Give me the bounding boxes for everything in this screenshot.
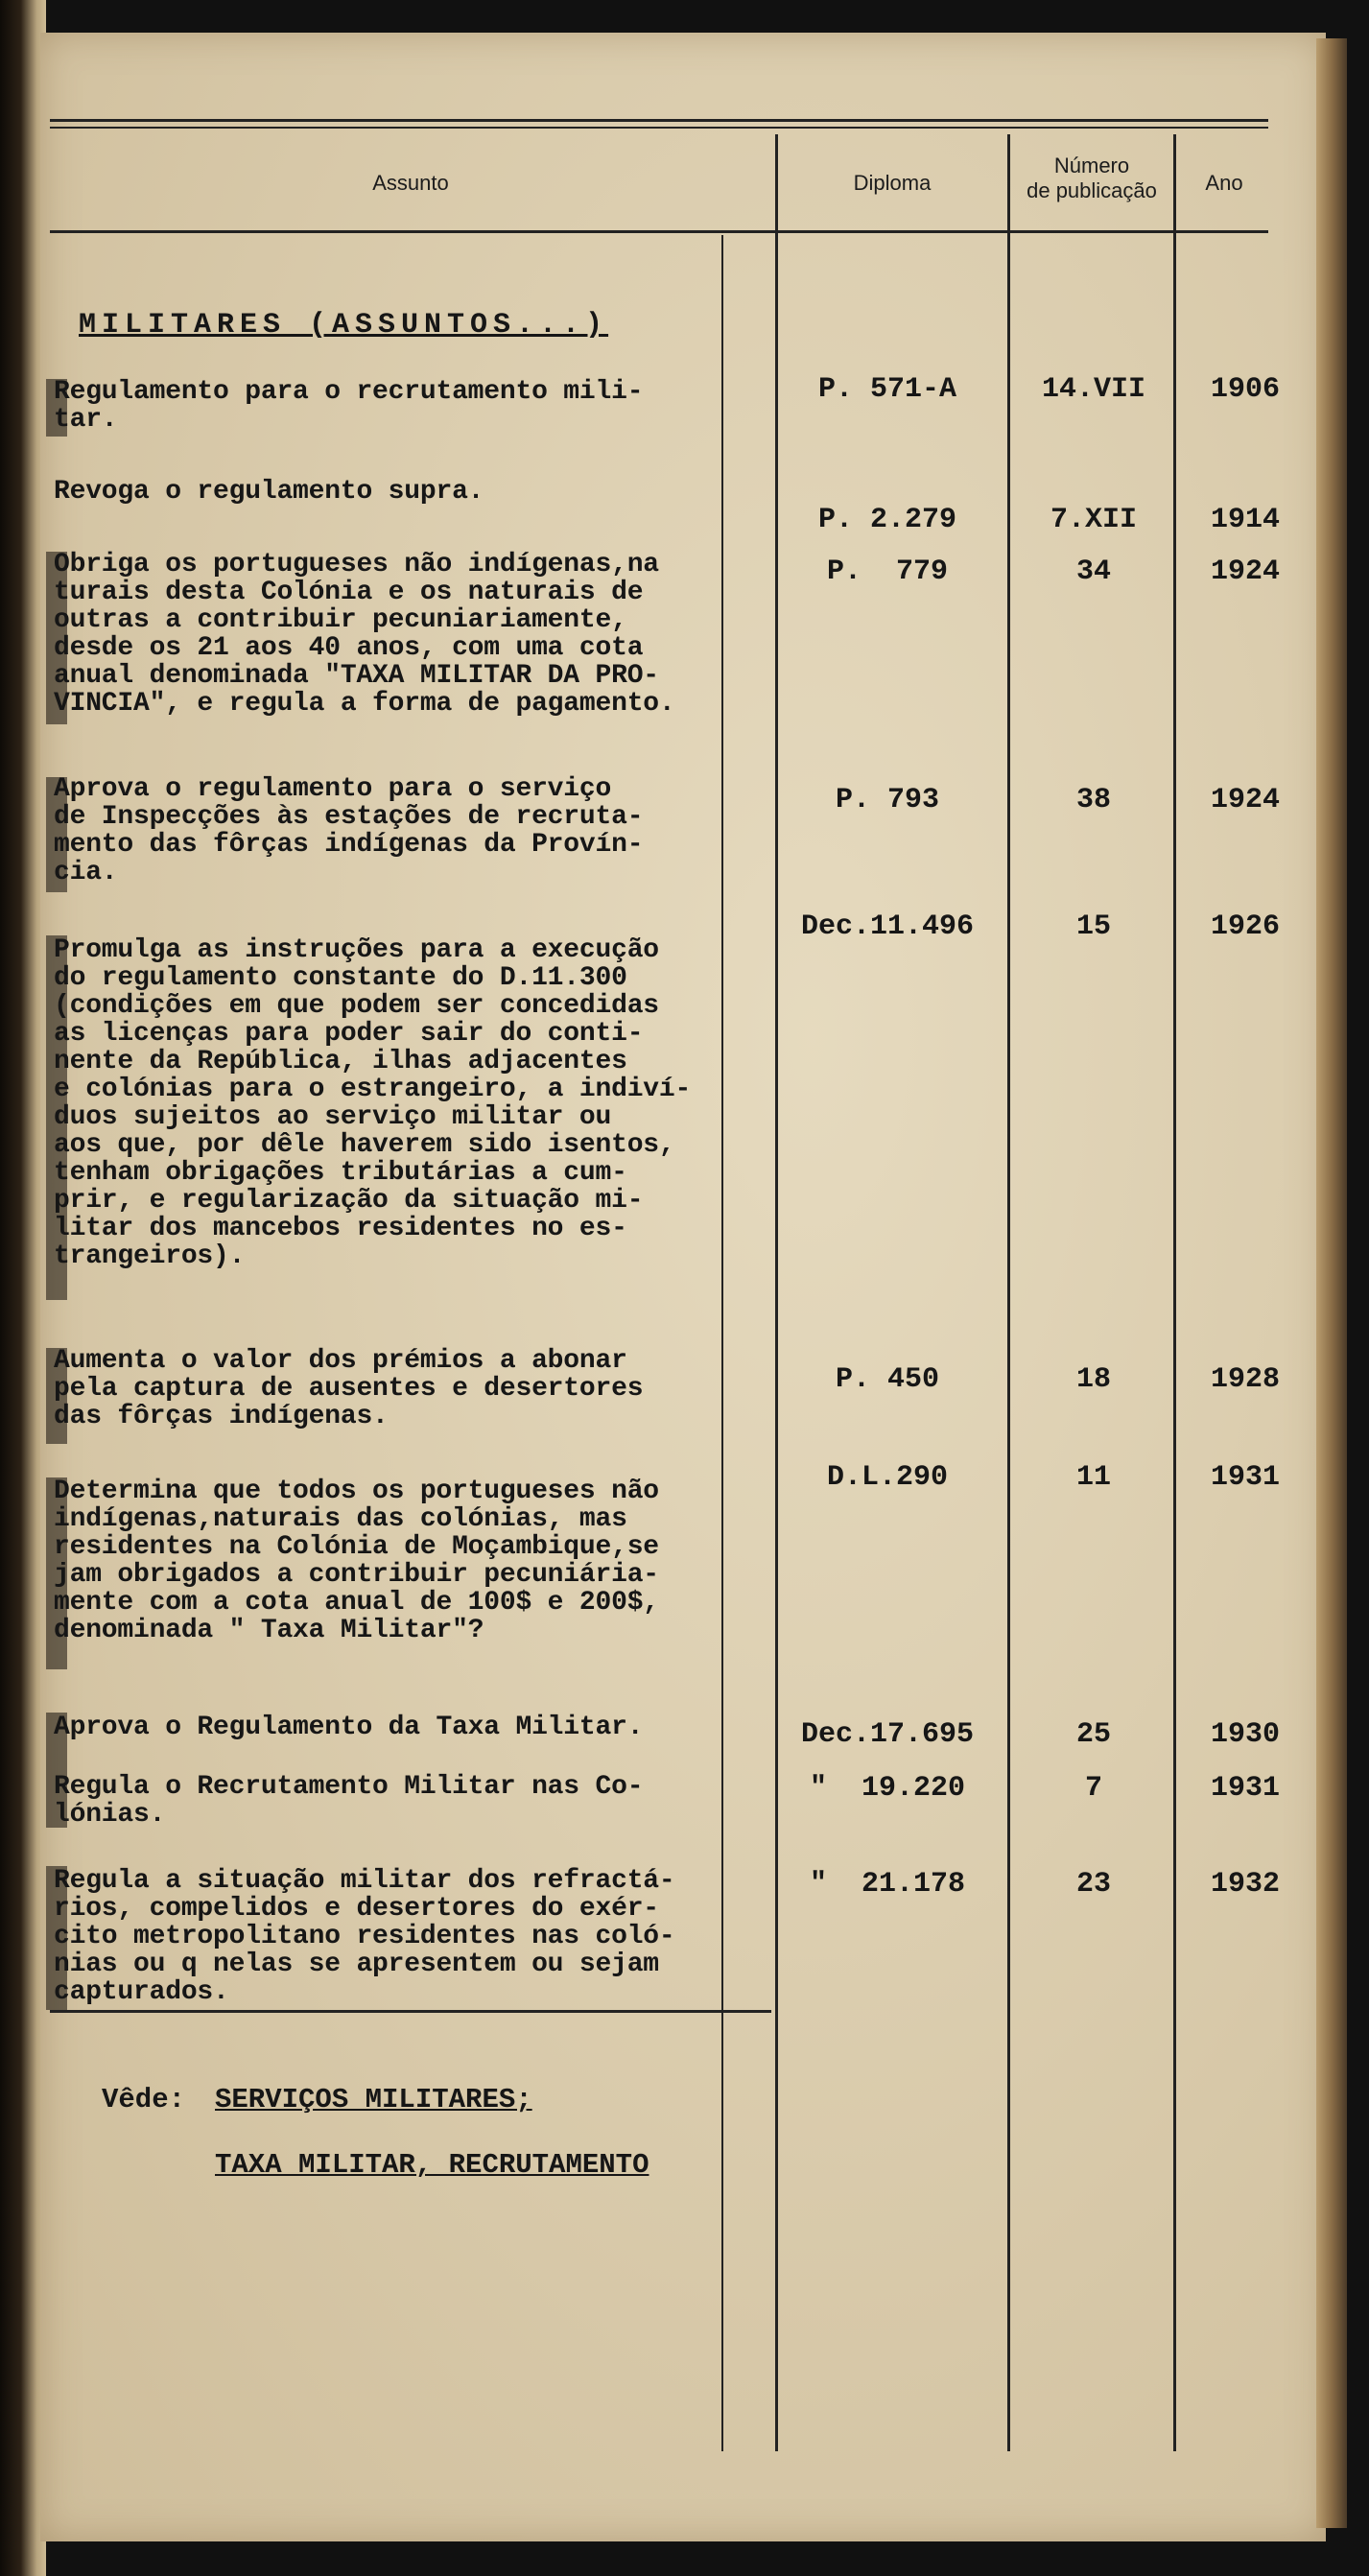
header-numero <box>1010 154 1173 203</box>
entry-numero: 25 <box>1075 1718 1111 1751</box>
entry-numero: 7.XII <box>1050 504 1137 536</box>
header-numero-line1: Número <box>1053 154 1130 177</box>
entry-diploma: " 21.178 <box>809 1868 966 1901</box>
column-divider-numero <box>1007 134 1010 2451</box>
header-assunto: Assunto <box>372 171 449 195</box>
entry-numero: 14.VII <box>1041 373 1146 406</box>
entry-subject: Aprova o Regulamento da Taxa Militar. <box>54 1713 644 1742</box>
header-diploma: Diploma <box>853 171 932 195</box>
entry-ano: 1914 <box>1210 504 1280 536</box>
page-edge <box>1316 38 1347 2528</box>
entry-diploma: Dec.11.496 <box>800 910 975 943</box>
entry-subject: Promulga as instruções para a execução do regulamento constante do D.11.300 (condições em que podem ser concedidas as licenças para poder sair do conti- nente da República, ilhas adjacentes e colónias para o estrangeiro, a indiví- duos sujeitos ao serviço militar ou aos que, por dêle haverem sido isentos, tenham obrigações tributárias a cum- prir, e regularização da situação mi- litar dos mancebos residentes no es- trangeiros). <box>54 935 692 1271</box>
entry-diploma: " 19.220 <box>809 1772 966 1805</box>
book-spine <box>0 0 46 2576</box>
top-rule-double <box>50 127 1268 129</box>
entry-subject: Regulamento para o recrutamento mili- tar. <box>54 377 644 435</box>
header-numero-line2: de publicação <box>1027 178 1157 202</box>
entry-diploma: P. 450 <box>835 1363 940 1396</box>
entry-numero: 38 <box>1075 784 1111 816</box>
vede-ref-1-text: SERVIÇOS MILITARES; <box>215 2084 532 2115</box>
vede-ref-servicos-militares[interactable] <box>215 2084 532 2115</box>
assunto-bottom-rule <box>50 2010 771 2013</box>
entry-subject: Aprova o regulamento para o serviço de Inspecções às estações de recruta- mento das fôrças indígenas da Provín- cia. <box>54 774 644 887</box>
entry-ano: 1930 <box>1210 1718 1280 1751</box>
entry-ano: 1926 <box>1210 910 1280 943</box>
entry-diploma: D.L.290 <box>826 1461 949 1494</box>
entry-subject: Revoga o regulamento supra. <box>54 477 484 507</box>
column-divider-ano <box>1173 134 1176 2451</box>
entry-ano: 1906 <box>1210 373 1280 406</box>
entry-numero: 18 <box>1075 1363 1111 1396</box>
section-title: MILITARES (ASSUNTOS...) <box>79 309 609 342</box>
entry-subject: Regula o Recrutamento Militar nas Co- lónias. <box>54 1772 644 1830</box>
entry-ano: 1924 <box>1210 784 1280 816</box>
entry-ano: 1928 <box>1210 1363 1280 1396</box>
entry-numero: 15 <box>1075 910 1111 943</box>
entry-subject: Regula a situação militar dos refractá- rios, compelidos e desertores do exér- cito metropolitano residentes nas coló- nias ou q nelas se apresentem ou sejam capturados. <box>54 1866 675 2007</box>
entry-ano: 1924 <box>1210 555 1280 588</box>
vede-ref-taxa-militar[interactable] <box>215 2149 649 2181</box>
entry-numero: 23 <box>1075 1868 1111 1901</box>
entry-subject: Obriga os portugueses não indígenas,na turais desta Colónia e os naturais de outras a contribuir pecuniariamente, desde os 21 aos 40 anos, com uma cota anual denominada "TAXA MILITAR DA PRO- VINCIA", e regula a forma de pagamento. <box>54 550 675 719</box>
entry-diploma: P. 2.279 <box>817 504 957 536</box>
vede-label: Vêde: <box>102 2084 186 2115</box>
entry-diploma: P. 793 <box>835 784 940 816</box>
entry-ano: 1931 <box>1210 1772 1280 1805</box>
vede-ref-2-text: TAXA MILITAR, RECRUTAMENTO <box>215 2149 649 2181</box>
column-divider-diploma <box>775 134 778 2451</box>
entry-diploma: P. 779 <box>826 555 949 588</box>
entry-numero: 11 <box>1075 1461 1111 1494</box>
entry-subject: Determina que todos os portugueses não indígenas,naturais das colónias, mas residentes na Colónia de Moçambique,se jam obrigados a contribuir pecuniária- mente com a cota anual de 100$ e 200$, denominada " Taxa Militar"? <box>54 1477 659 1645</box>
entry-diploma: Dec.17.695 <box>800 1718 975 1751</box>
entry-ano: 1932 <box>1210 1868 1280 1901</box>
entry-diploma: P. 571-A <box>817 373 957 406</box>
entry-subject: Aumenta o valor dos prémios a abonar pela captura de ausentes e desertores das fôrças indígenas. <box>54 1346 644 1431</box>
top-rule <box>50 119 1268 122</box>
assunto-margin-rule <box>721 235 723 2451</box>
entry-numero: 34 <box>1075 555 1111 588</box>
header-rule <box>50 230 1268 233</box>
entry-numero: 7 <box>1084 1772 1102 1805</box>
header-ano: Ano <box>1205 171 1243 195</box>
entry-ano: 1931 <box>1210 1461 1280 1494</box>
